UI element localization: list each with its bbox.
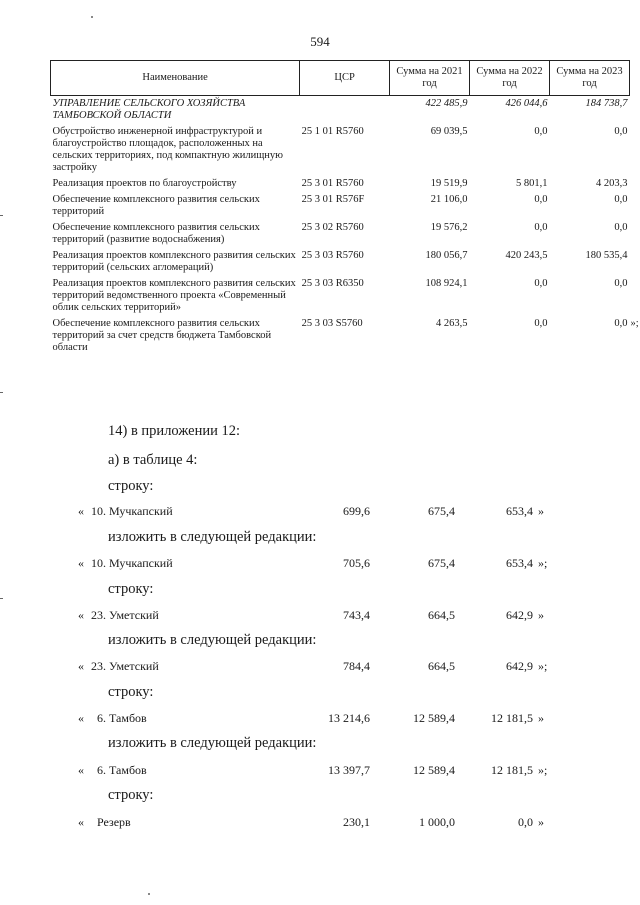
row-value-2023: 0,0	[518, 815, 533, 829]
row-value-2022: 664,5	[428, 608, 455, 622]
row-2023: 0,0	[614, 278, 628, 289]
row-2023: 0,0	[614, 126, 628, 137]
row-name: Обустройство инженерной инфраструктурой и благоустройство площадок, расположенных на сельских территориях, под компактную жилищную застройку	[52, 126, 283, 173]
row-value-2023: 642,9	[506, 659, 533, 673]
page-number: 594	[310, 34, 330, 49]
list-item	[0, 556, 640, 572]
row-value-2022: 12 589,4	[413, 763, 455, 777]
row-2022: 0,0	[534, 194, 548, 205]
row-2021: 4 263,5	[436, 318, 468, 329]
row-2022: 420 243,5	[505, 250, 548, 261]
izlozhit-label: изложить в следующей редакции:	[108, 632, 317, 648]
row-value-2021: 699,6	[343, 504, 370, 518]
open-quote: «	[78, 763, 84, 777]
izlozhit-label: изложить в следующей редакции:	[108, 735, 317, 751]
header-2021: Сумма на 2021 год	[390, 61, 470, 96]
row-2021: 21 106,0	[430, 194, 468, 205]
stroku-label: строку:	[108, 684, 154, 700]
scan-dot	[148, 893, 150, 895]
row-2023: 0,0	[614, 222, 628, 233]
open-quote: «	[78, 659, 84, 673]
row-value-2023: 653,4	[506, 556, 533, 570]
row-name: Реализация проектов по благоустройству	[52, 178, 237, 189]
row-2022: 426 044,6	[505, 98, 548, 109]
row-name: Реализация проектов комплексного развития сельских территорий (сельских агломераций)	[52, 250, 296, 273]
row-name: 6. Тамбов	[97, 711, 147, 725]
row-name: 10. Мучкапский	[91, 504, 173, 518]
row-2023	[550, 316, 639, 356]
row-value-2021: 743,4	[343, 608, 370, 622]
table-row	[51, 220, 630, 248]
row-csr: 25 3 01 R576F	[301, 194, 365, 205]
row-2022: 0,0	[534, 318, 548, 329]
row-value-2021: 784,4	[343, 659, 370, 673]
open-quote: «	[78, 711, 84, 725]
row-2021: 19 519,9	[430, 178, 468, 189]
row-value-2022: 675,4	[428, 504, 455, 518]
table-row	[51, 248, 630, 276]
row-2021: 108 924,1	[425, 278, 468, 289]
izlozhit-label: изложить в следующей редакции:	[108, 529, 317, 545]
row-name: Реализация проектов комплексного развития сельских территорий ведомственного проекта «Современный облик сельских территорий»	[52, 278, 296, 313]
scan-dot	[91, 16, 93, 18]
row-name: Обеспечение комплексного развития сельских территорий за счет средств бюджета Тамбовской области	[52, 318, 272, 353]
row-csr: 25 3 01 R5760	[301, 178, 364, 189]
row-value-2023: 653,4	[506, 504, 533, 518]
row-csr: 25 3 03 S5760	[301, 318, 363, 329]
open-quote: «	[78, 556, 84, 570]
list-item	[0, 763, 640, 779]
open-quote: «	[78, 815, 84, 829]
row-value-2021: 13 397,7	[328, 763, 370, 777]
row-name: 10. Мучкапский	[91, 556, 173, 570]
row-csr: 25 3 02 R5760	[301, 222, 364, 233]
header-name: Наименование	[51, 61, 300, 96]
row-value-2022: 664,5	[428, 659, 455, 673]
row-value-2022: 1 000,0	[419, 815, 455, 829]
row-value-2022: 675,4	[428, 556, 455, 570]
row-2021: 180 056,7	[425, 250, 468, 261]
table-row	[51, 96, 630, 125]
list-item	[0, 659, 640, 675]
row-2022: 0,0	[534, 126, 548, 137]
row-name: УПРАВЛЕНИЕ СЕЛЬСКОГО ХОЗЯЙСТВА ТАМБОВСКОЙ ОБЛАСТИ	[52, 98, 246, 121]
table-row	[51, 124, 630, 176]
row-value-2021: 230,1	[343, 815, 370, 829]
table-row	[51, 176, 630, 192]
scan-mark	[0, 215, 3, 216]
row-2023-value: 0,0	[614, 318, 628, 329]
row-name: Резерв	[97, 815, 131, 829]
table-row	[51, 192, 630, 220]
close-quote: »	[538, 504, 544, 518]
header-2022: Сумма на 2022 год	[470, 61, 550, 96]
header-csr: ЦСР	[300, 61, 390, 96]
table-row	[51, 316, 630, 356]
row-csr: 25 3 03 R6350	[301, 278, 364, 289]
row-value-2021: 13 214,6	[328, 711, 370, 725]
item-a-heading: а) в таблице 4:	[108, 452, 198, 468]
row-name: 23. Уметский	[91, 659, 159, 673]
row-csr: 25 3 03 R5760	[301, 250, 364, 261]
row-name: 23. Уметский	[91, 608, 159, 622]
close-quote: »;	[538, 556, 548, 570]
row-value-2023: 642,9	[506, 608, 533, 622]
stroku-label: строку:	[108, 478, 154, 494]
table-header-row	[51, 61, 630, 96]
close-quote: »;	[538, 763, 548, 777]
list-item	[0, 608, 640, 624]
row-2021: 19 576,2	[430, 222, 468, 233]
row-value-2023: 12 181,5	[491, 763, 533, 777]
row-2023: 0,0	[614, 194, 628, 205]
close-quote: »	[538, 815, 544, 829]
row-name: Обеспечение комплексного развития сельских территорий	[52, 194, 260, 217]
scan-mark	[0, 392, 3, 393]
row-name: Обеспечение комплексного развития сельских территорий (развитие водоснабжения)	[52, 222, 260, 245]
row-2023: 180 535,4	[585, 250, 628, 261]
list-item	[0, 504, 640, 520]
row-2021: 422 485,9	[425, 98, 468, 109]
row-2022: 0,0	[534, 222, 548, 233]
open-quote: «	[78, 608, 84, 622]
row-csr: 25 1 01 R5760	[301, 126, 364, 137]
row-2022: 5 801,1	[516, 178, 548, 189]
row-2021: 69 039,5	[430, 126, 468, 137]
closing-quote: »;	[630, 318, 639, 329]
list-item	[0, 711, 640, 727]
list-item	[0, 815, 640, 831]
close-quote: »	[538, 711, 544, 725]
row-value-2021: 705,6	[343, 556, 370, 570]
table-row	[51, 276, 630, 316]
row-name: 6. Тамбов	[97, 763, 147, 777]
row-value-2022: 12 589,4	[413, 711, 455, 725]
row-csr	[300, 96, 390, 125]
open-quote: «	[78, 504, 84, 518]
stroku-label: строку:	[108, 581, 154, 597]
stroku-label: строку:	[108, 787, 154, 803]
budget-table	[50, 60, 639, 356]
row-2023: 184 738,7	[585, 98, 628, 109]
scan-mark	[0, 598, 3, 599]
close-quote: »	[538, 608, 544, 622]
row-2023: 4 203,3	[596, 178, 628, 189]
row-value-2023: 12 181,5	[491, 711, 533, 725]
row-2022: 0,0	[534, 278, 548, 289]
item-14-heading: 14) в приложении 12:	[108, 423, 241, 439]
header-2023: Сумма на 2023 год	[550, 61, 630, 96]
close-quote: »;	[538, 659, 548, 673]
